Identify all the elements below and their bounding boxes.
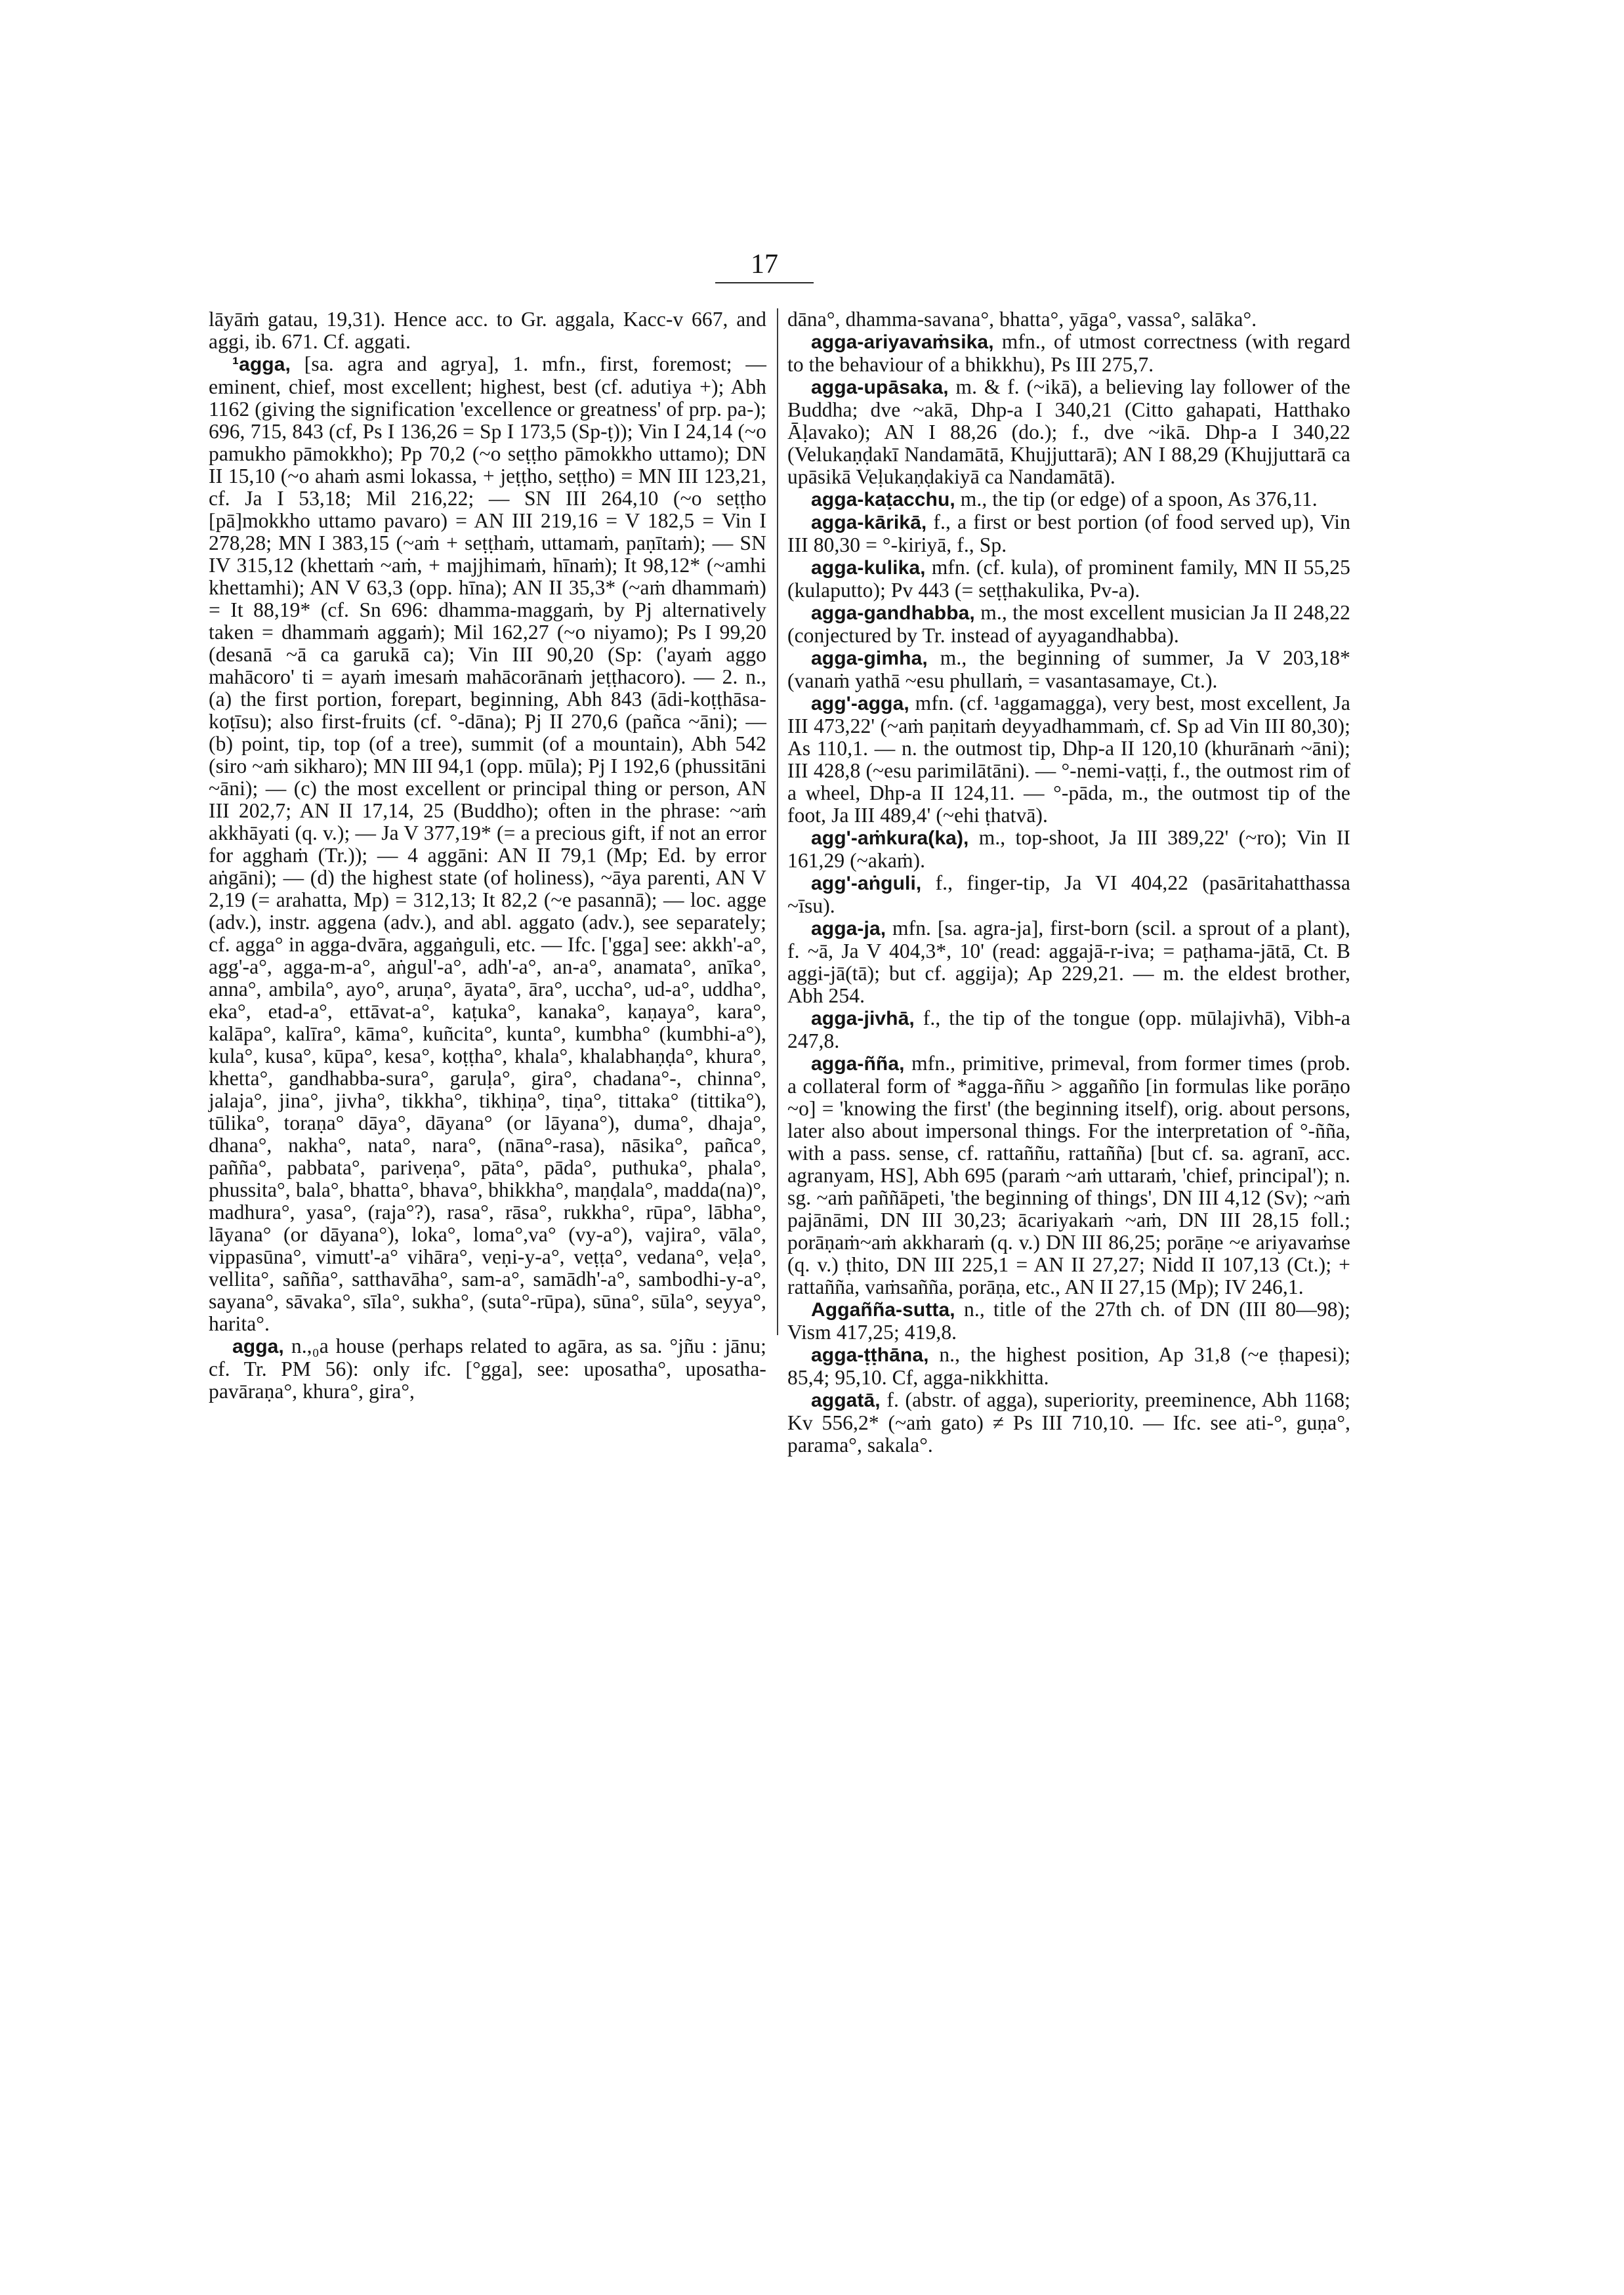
headword: agga-kaṭacchu, [811, 489, 955, 510]
dictionary-entry [787, 1298, 1350, 1344]
headword: agg'-aṁkura(ka), [811, 827, 969, 849]
right-column [787, 308, 1350, 1457]
dictionary-entry [787, 1344, 1350, 1389]
entry-text: f., the tip of the tongue (opp. mūlajivhā), Vibh-a 247,8. [787, 1006, 1351, 1052]
entry-text: [sa. agra and agrya], 1. mfn., first, foremost; — eminent, chief, most excellent; highest, best (cf. adutiya +); Abh 1162 (giving the signification 'excellence or greatness' of prp. pa-); 696, 715, 843 (cf, Ps I 136,26 = Sp I 173,5 (Sp-ṭ)); Vin I 24,14 (~o pamukho pāmokkho); Pp 70,2 (~o seṭṭho pāmokkho uttamo); DN II 15,10 (~o ahaṁ asmi lokassa, + jeṭṭho, seṭṭho) = MN III 123,21, cf. Ja I 53,18; Mil 216,22; — SN III 264,10 (~o seṭṭho [pā]mokkho uttamo pavaro) = AN III 219,16 = V 182,5 = Vin I 278,28; MN I 383,15 (~aṁ + seṭṭhaṁ, uttamaṁ, paṇītaṁ); — SN IV 315,12 (khettaṁ ~aṁ, + majjhimaṁ, hīnaṁ); It 98,12* (~amhi khettamhi); AN V 63,3 (opp. hīna); AN II 35,3* (~aṁ dhammaṁ) = It 88,19* (cf. Sn 696: dhamma-maggaṁ, by Pj alternatively taken = dhammaṁ aggaṁ); Mil 162,27 (~o niyamo); Ps I 99,20 (desanā ~ā ca garukā ca); Vin III 90,20 (Sp: ('ayaṁ aggo mahācoro' ti = ayaṁ imesaṁ mahācorānaṁ jeṭṭhacoro). — 2. n., (a) the first portion, forepart, beginning, Abh 843 (ādi-koṭṭhāsa-koṭīsu); also first-fruits (cf. °-dāna); Pj II 270,6 (pañca ~āni); — (b) point, tip, top (of a tree), summit (of a mountain), Abh 542 (siro ~aṁ sikharo); MN III 94,1 (opp. mūla); Pj I 192,6 (phussitāni ~āni); — (c) the most excellent or principal thing or person, AN III 202,7; AN II 17,14, 25 (Buddho); often in the phrase: ~aṁ akkhāyati (q. v.); — Ja V 377,19* (= a precious gift, if not an error for agghaṁ (Tr.)); — 4 aggāni: AN II 79,1 (Mp; Ed. by error aṅgāni); — (d) the highest state (of holiness), ~āya parenti, AN V 2,19 (= arahatta, Mp) = 312,13; It 82,2 (~e pasannā); — loc. agge (adv.), instr. aggena (adv.), and abl. aggato (adv.), see separately; cf. agga° in agga-dvāra, aggaṅguli, etc. — Ifc. ['gga] see: akkh'-a°, agg'-a°, agga-m-a°, aṅgul'-a°, adh'-a°, an-a°, anamata°, anīka°, anna°, ambila°, ayo°, aruṇa°, āyata°, āra°, uccha°, ud-a°, uddha°, eka°, etad-a°, ettāvat-a°, kaṭuka°, kanaka°, kaṇaya°, kara°, kalāpa°, kalīra°, kāma°, kuñcita°, kunta°, kumbha° (kumbhi-a°), kula°, kusa°, kūpa°, kesa°, koṭṭha°, khala°, khalabhaṇḍa°, khura°, khetta°, gandhabba-sura°, garuḷa°, gira°, chadana°-, chinna°, jalaja°, jina°, jivha°, tikkha°, tikhiṇa°, tiṇa°, tittaka° (tittika°), tūlika°, toraṇa° dāya°, dāyana° (or lāyana°), duma°, dhaja°, dhana°, nakha°, nata°, nara°, (nāna°-rasa), nāsika°, pañca°, pañña°, pabbata°, pariveṇa°, pāta°, pāda°, puthuka°, phala°, phussita°, bala°, bhatta°, bhava°, bhikkha°, maṇḍala°, madda(na)°, madhura°, yasa°, (raja°?), rasa°, rāsa°, rukkha°, rūpa°, lābha°, lāyana° (or dāyana°), loka°, loma°,va° (vy-a°), vajira°, vāla°, vippasūna°, vimutt'-a° vihāra°, veṇi-y-a°, veṭṭa°, vedana°, veḷa°, vellita°, sañña°, satthavāha°, sam-a°, samādh'-a°, sambodhi-y-a°, sayana°, sāvaka°, sīla°, sukha°, (suta°-rūpa), sūna°, sūla°, seyya°, harita°. [209, 352, 766, 1335]
dictionary-entry [787, 331, 1350, 376]
page-number: 17 [751, 249, 778, 279]
dictionary-entry [787, 511, 1350, 556]
entry-text: dāna°, dhamma-savana°, bhatta°, yāga°, vassa°, salāka°. [787, 308, 1257, 331]
headword: aggatā, [811, 1390, 881, 1411]
entry-text: f., a first or best portion (of food served up), Vin III 80,30 = °-kiriyā, f., Sp. [787, 510, 1350, 556]
dictionary-entry [787, 1007, 1350, 1052]
dictionary-entry [787, 872, 1350, 917]
entry-text: mfn., of utmost correctness (with regard to the behaviour of a bhikkhu), Ps III 275,7. [787, 330, 1350, 376]
dictionary-entry [787, 602, 1350, 647]
headword: agga-upāsaka, [811, 377, 949, 398]
entry-text: lāyāṁ gatau, 19,31). Hence acc. to Gr. aggala, Kacc-v 667, and aggi, ib. 671. Cf. aggati. [209, 308, 766, 353]
entry-text: m., the most excellent musician Ja II 248,22 (conjectured by Tr. instead of ayyagandhabba). [787, 601, 1350, 647]
headword: Aggañña-sutta, [811, 1299, 955, 1321]
headword: agga-ñña, [811, 1053, 905, 1075]
entry-text: mfn., primitive, primeval, from former times (prob. a collateral form of *agga-ññu > aggañño [in formulas like porāṇo ~o] = 'knowing the first' (the beginning itself), orig. about persons, later also about impersonal things. For the interpretation of °-ñña, with a pass. sense, cf. rattaññu, rattañña) [but cf. sa. agranī, acc. agranyam, HS], Abh 695 (paraṁ ~aṁ uttaraṁ, 'chief, principal'); n. sg. ~aṁ paññāpeti, 'the beginning of things', DN III 4,12 (Sv); ~aṁ pajānāmi, DN III 30,23; ācariyakaṁ ~aṁ, DN III 28,15 foll.; porāṇaṁ~aṁ akkharaṁ (q. v.) DN III 86,25; porāṇe ~e ariyavaṁse (q. v.) ṭhito, DN III 225,1 = AN II 27,27; Nidd II 107,13 (Ct.); + rattañña, vaṁsañña, porāṇa, etc., AN II 27,15 (Mp); IV 246,1. [787, 1052, 1350, 1298]
headword: agga-ja, [811, 918, 886, 940]
entry-text: m., top-shoot, Ja III 389,22' (~ro); Vin II 161,29 (~akaṁ). [787, 826, 1350, 872]
entry-text: n., the highest position, Ap 31,8 (~e ṭhapesi); 85,4; 95,10. Cf, agga-nikkhitta. [787, 1343, 1350, 1389]
left-column [209, 308, 766, 1403]
entry-text: f., finger-tip, Ja VI 404,22 (pasāritahatthassa ~īsu). [787, 871, 1350, 917]
dictionary-entry [787, 917, 1350, 1007]
headword: agg'-agga, [811, 693, 909, 714]
dictionary-entry [787, 647, 1350, 692]
dictionary-entry [787, 827, 1350, 872]
dictionary-entry [209, 1335, 766, 1403]
column-divider [777, 308, 778, 1335]
entry-text: m. & f. (~ikā), a believing lay follower of the Buddha; dve ~akā, Dhp-a I 340,21 (Citto gahapati, Hatthako Āḷavako); AN I 88,26 (do.); f., dve ~ikā. Dhp-a I 340,22 (Velukaṇḍakī Nandamātā, Khujjuttarā); AN I 88,29 (Khujjuttarā ca upāsikā Veḷukaṇḍakiyā ca Nandamātā). [787, 375, 1350, 488]
dictionary-entry [787, 1052, 1350, 1298]
entry-text: m., the tip (or edge) of a spoon, As 376,11. [960, 487, 1318, 510]
entry-text: mfn. (cf. kula), of prominent family, MN II 55,25 (kulaputto); Pv 443 (= seṭṭhakulika, Pv-a). [787, 556, 1350, 602]
headword: agga-ṭṭhāna, [811, 1344, 929, 1366]
entry-text: mfn. [sa. agra-ja], first-born (scil. a sprout of a plant), f. ~ā, Ja V 404,3*, 10' (read: aggajā-r-iva; = paṭhama-jātā, Ct. B aggi-jā(tā); but cf. aggija); Ap 229,21. — m. the eldest brother, Abh 254. [787, 917, 1350, 1007]
entry-text: n.,₀a house (perhaps related to agāra, as sa. °jñu : jānu; cf. Tr. PM 56): only ifc. [°gga], see: uposatha°, uposatha-pavāraṇa°, khura°, gira°, [209, 1334, 766, 1403]
page-number-rule [715, 282, 814, 283]
headword: agga-gimha, [811, 648, 928, 669]
dictionary-entry [787, 692, 1350, 827]
entry-text: m., the beginning of summer, Ja V 203,18* (vanaṁ yathā ~esu phullaṁ, = vasantasamaye, Ct.). [787, 646, 1350, 692]
entry-text: n., title of the 27th ch. of DN (III 80—98); Vism 417,25; 419,8. [787, 1298, 1350, 1344]
entry-text: f. (abstr. of agga), superiority, preeminence, Abh 1168; Kv 556,2* (~aṁ gato) ≠ Ps III 710,10. — Ifc. see ati-°, guṇa°, parama°, sakala°. [787, 1388, 1351, 1457]
dictionary-entry [787, 376, 1350, 488]
entry-continuation [209, 308, 766, 353]
headword: agga-jivhā, [811, 1008, 915, 1029]
headword: agga, [232, 1336, 284, 1357]
headword: agga-kārikā, [811, 512, 927, 533]
dictionary-entry [787, 488, 1350, 511]
entry-continuation [787, 308, 1350, 331]
dictionary-entry [787, 556, 1350, 602]
entry-text: mfn. (cf. ¹aggamagga), very best, most excellent, Ja III 473,22' (~aṁ paṇitaṁ deyyadhammaṁ, cf. Sp ad Vin III 80,30); As 110,1. — n. the outmost tip, Dhp-a II 120,10 (khurānaṁ ~āni); III 428,8 (~esu parimilātāni). — °-nemi-vaṭṭi, f., the outmost rim of a wheel, Dhp-a II 124,11. — °-pāda, m., the outmost tip of the foot, Ja III 489,4' (~ehi ṭhatvā). [787, 692, 1350, 827]
dictionary-entry [787, 1389, 1350, 1457]
headword: agga-ariyavaṁsika, [811, 331, 994, 353]
headword: agg'-aṅguli, [811, 873, 922, 894]
headword: agga-gandhabba, [811, 602, 975, 624]
dictionary-entry [209, 353, 766, 1335]
headword: ¹agga, [232, 354, 291, 375]
headword: agga-kulika, [811, 557, 926, 579]
